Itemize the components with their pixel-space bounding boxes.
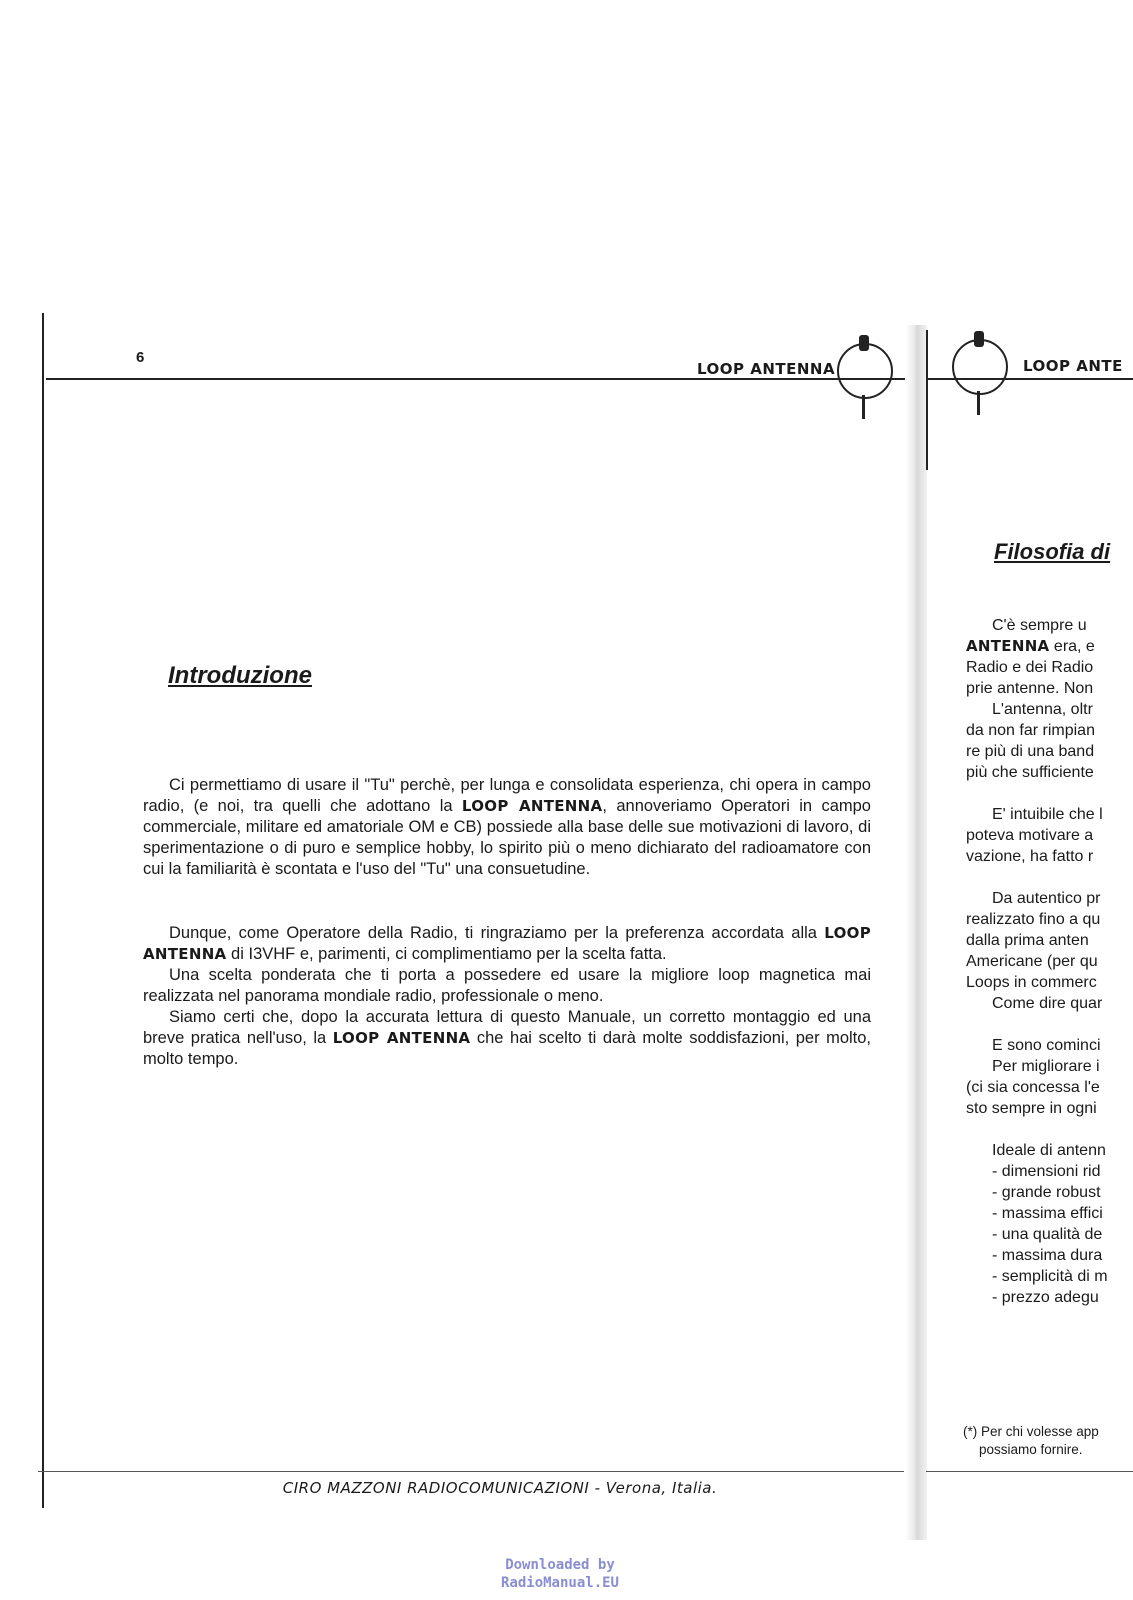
text-line: Per migliorare i: [992, 1058, 1100, 1075]
page-number: 6: [136, 349, 145, 366]
intro-text: Una scelta ponderata che ti porta a possedere ed usare la migliore loop magnetica mai realizzata nel panorama mondiale radio, professionale o meno.: [143, 966, 871, 1005]
text-line: vazione, ha fatto r: [966, 848, 1094, 865]
text-line: L'antenna, oltr: [992, 701, 1093, 718]
page-gutter: [905, 325, 927, 1540]
text-line: da non far rimpian: [966, 722, 1095, 739]
header-brand-left: LOOP ANTENNA: [697, 360, 836, 378]
text-line: Loops in commerc: [966, 974, 1097, 991]
footnote-line-2: possiamo fornire.: [979, 1442, 1083, 1457]
right-page-body: [966, 615, 1133, 1308]
list-item: - dimensioni rid: [992, 1163, 1101, 1180]
list-item: - massima effici: [992, 1205, 1103, 1222]
footer-rule-right: [926, 1471, 1133, 1472]
brand-name: LOOP ANTENNA: [332, 1029, 471, 1047]
intro-text: di I3VHF e, parimenti, ci complimentiamo per la scelta fatta.: [226, 945, 667, 963]
text-line: poteva motivare a: [966, 827, 1094, 844]
text-line: Ideale di antenn: [992, 1142, 1106, 1159]
loop-mast-icon-right: [977, 391, 980, 415]
loop-antenna-logo-left: [837, 343, 893, 399]
header-rule-left: [46, 378, 908, 380]
brand-name: LOOP ANTENNA: [143, 924, 871, 963]
page-title: Introduzione: [168, 662, 312, 689]
text-line: sto sempre in ogni: [966, 1100, 1097, 1117]
intro-text: che hai scelto ti darà molte soddisfazioni, per molto, molto tempo.: [143, 1029, 872, 1068]
intro-paragraph-1: [143, 775, 871, 880]
list-item: - massima dura: [992, 1247, 1103, 1264]
intro-text: Siamo certi che, dopo la accurata lettura di questo Manuale, un corretto montaggio ed una breve pratica nell'uso, la: [143, 1008, 871, 1047]
intro-text: Ci permettiamo di usare il "Tu" perchè, per lunga e consolidata esperienza, chi opera in campo radio, (e noi, tra quelli che adottano la: [143, 776, 871, 815]
text-line: realizzato fino a qu: [966, 911, 1101, 928]
brand-name: LOOP ANTENNA: [461, 797, 603, 815]
loop-capacitor-icon-right: [974, 331, 984, 347]
intro-paragraph-2: [143, 923, 871, 1070]
loop-antenna-logo-right: [952, 339, 1008, 395]
text-line: (ci sia concessa l'e: [966, 1079, 1100, 1096]
text-line: E sono cominci: [992, 1037, 1101, 1054]
watermark-line-1: Downloaded by: [505, 1557, 615, 1573]
text-line: Americane (per qu: [966, 953, 1098, 970]
text-line: E' intuibile che l: [992, 806, 1103, 823]
intro-text: Dunque, come Operatore della Radio, ti ringraziamo per la preferenza accordata alla: [169, 924, 825, 942]
brand-name: ANTENNA: [966, 637, 1050, 655]
text-line: Come dire quar: [992, 995, 1103, 1012]
loop-capacitor-icon-left: [859, 335, 869, 351]
header-brand-right: LOOP ANTE: [1023, 357, 1123, 375]
text-line: Da autentico pr: [992, 890, 1101, 907]
gutter-line: [926, 330, 928, 470]
list-item: - semplicità di m: [992, 1268, 1108, 1285]
text-line: re più di una band: [966, 743, 1095, 760]
watermark-line-2: RadioManual.EU: [500, 1575, 619, 1591]
text-line: C'è sempre u: [992, 617, 1087, 634]
text-line: prie antenne. Non: [966, 680, 1094, 697]
text-line: Radio e dei Radio: [966, 659, 1094, 676]
intro-text: , annoveriamo Operatori in campo commerciale, militare ed amatoriale OM e CB) possiede alla base delle sue motivazioni di lavoro, di sperimentazione o di puro e semplice hobby, lo spirito più o meno dichiarato del radioamatore con cui la familiarità è scontata e l'uso del "Tu" una consuetudine.: [143, 797, 871, 878]
right-page-title: Filosofia di: [994, 539, 1111, 564]
binding-edge: [42, 313, 44, 1508]
list-item: - prezzo adegu: [992, 1289, 1099, 1306]
text-line: più che sufficiente: [966, 764, 1094, 781]
footnote-line-1: (*) Per chi volesse app: [963, 1424, 1099, 1439]
header-rule-right: [926, 378, 1133, 380]
footer-rule-left: [38, 1471, 904, 1472]
text-line: era, e: [1049, 638, 1095, 655]
list-item: - grande robust: [992, 1184, 1101, 1201]
footer-publisher: CIRO MAZZONI RADIOCOMUNICAZIONI - Verona, Italia.: [282, 1479, 718, 1497]
list-item: - una qualità de: [992, 1226, 1103, 1243]
text-line: dalla prima anten: [966, 932, 1089, 949]
loop-mast-icon-left: [862, 395, 865, 419]
